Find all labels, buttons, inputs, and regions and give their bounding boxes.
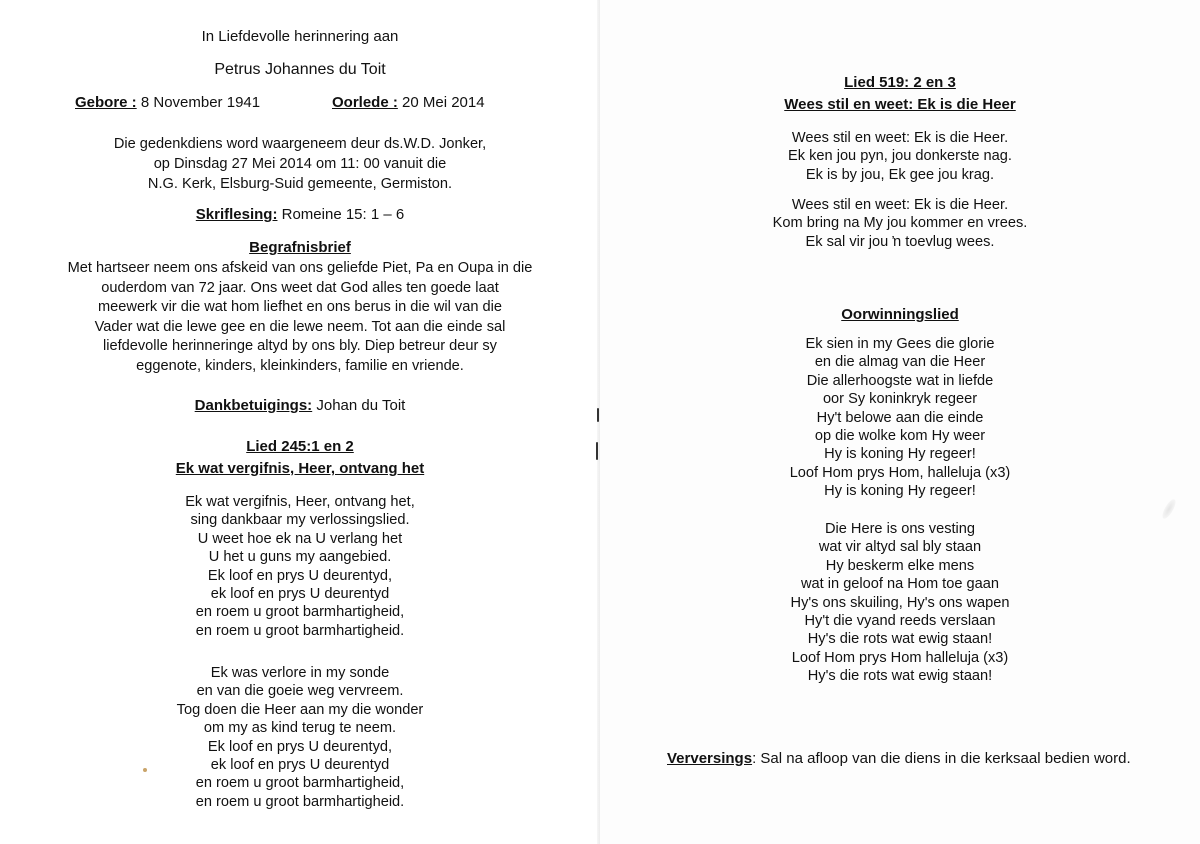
verse-line: Hy't die vyand reeds verslaan [804,613,996,630]
verse-line: Ek wat vergifnis, Heer, ontvang het, [185,494,415,510]
verse-line: U het u guns my aangebied. [208,549,392,566]
scripture-label: Skriflesing: [195,206,278,223]
fold-mark [597,408,599,422]
verse-line: Hy's die rots wat ewig staan! [807,668,993,685]
verse-line: Wees stil en weet: Ek is die Heer. [791,130,1009,146]
verse-line: en roem u groot barmhartigheid. [195,793,405,810]
verse-line: Wees stil en weet: Ek is die Heer. [791,197,1009,213]
died-date [332,94,485,112]
song-heading [600,306,1200,324]
verse-line: Loof Hom prys Hom halleluja (x3) [791,649,1009,666]
verse-line: Die allerhoogste wat in liefde [806,372,994,389]
verse-line: om my as kind terug te neem. [203,720,397,737]
hymn2-verse-1 [600,129,1200,184]
verse-line: Hy's die rots wat ewig staan! [807,631,993,648]
service-line: Die gedenkdiens word waargeneem deur ds.W.D. Jonker, [113,136,487,152]
verse-line: Hy't belowe aan die einde [816,409,984,426]
refreshments-note [667,750,1131,768]
paper-speck [143,768,147,772]
verse-line: Loof Hom prys Hom, halleluja (x3) [789,464,1011,481]
thanks-label: Dankbetuigings: [194,397,313,414]
letter-title: Begrafnisbrief [249,239,351,256]
song-title: Oorwinningslied [841,306,959,323]
refreshments-label: Verversings [667,750,753,767]
verse-line: en roem u groot barmhartigheid. [195,622,405,639]
verse-line: Hy's ons skuiling, Hy's ons wapen [790,594,1010,611]
verse-line: en roem u groot barmhartigheid, [195,604,405,621]
hymn1-verse-1 [0,493,600,640]
hymn1-title: Ek wat vergifnis, Heer, ontvang het [175,460,425,477]
died-value: 20 Mei 2014 [397,94,485,111]
funeral-letter [40,259,560,377]
song-verse-2 [600,520,1200,686]
hymn2-verse-2 [600,196,1200,251]
verse-line: en die almag van die Heer [814,354,986,371]
fold-mark [596,442,598,460]
acknowledgements [0,397,600,415]
scripture-reading [0,206,600,224]
verse-line: en roem u groot barmhartigheid, [195,775,405,792]
verse-line: wat vir altyd sal bly staan [818,539,982,556]
letter-line: liefdevolle herinneringe altyd by ons bly. Diep betreur deur sy [103,338,497,355]
hymn2-title: Wees stil en weet: Ek is die Heer [784,96,1016,113]
verse-line: Tog doen die Heer aan my die wonder [176,701,424,718]
letter-line: Vader wat die lewe gee en die lewe neem. Tot aan die einde sal [94,318,506,335]
scripture-value: Romeine 15: 1 – 6 [277,206,405,223]
verse-line: ek loof en prys U deurentyd [210,757,390,774]
hymn2-heading [600,74,1200,92]
hymn1-title-row [0,460,600,478]
letter-line: ouderdom van 72 jaar. Ons weet dat God alles ten goede laat [101,279,499,296]
song-verse-1 [600,335,1200,501]
verse-line: en van die goeie weg vervreem. [196,683,404,700]
deceased-name: Petrus Johannes du Toit [214,61,386,78]
service-line: N.G. Kerk, Elsburg-Suid gemeente, Germiston. [147,176,453,192]
service-line: op Dinsdag 27 Mei 2014 om 11: 00 vanuit die [153,156,447,172]
verse-line: Ek is by jou, Ek gee jou krag. [805,166,995,183]
verse-line: Ek sal vir jou ŉ toevlug wees. [805,233,995,250]
letter-line: eggenote, kinders, kleinkinders, familie en vriende. [136,357,464,374]
letter-line: Met hartseer neem ons afskeid van ons geliefde Piet, Pa en Oupa in die [67,260,533,276]
verse-line: Kom bring na My jou kommer en vrees. [772,215,1028,232]
died-label: Oorlede : [332,94,398,111]
hymn1-heading [0,438,600,456]
verse-line: oor Sy koninkryk regeer [822,391,978,408]
hymn2-number: Lied 519: 2 en 3 [844,74,956,91]
verse-line: Ek sien in my Gees die glorie [805,336,995,352]
verse-line: Hy is koning Hy regeer! [824,483,976,500]
verse-line: Die Here is ons vesting [824,521,976,537]
intro-line: In Liefdevolle herinnering aan [201,28,399,45]
refreshments-value: : Sal na afloop van die diens in die kerksaal bedien word. [752,750,1131,767]
verse-line: Hy is koning Hy regeer! [824,446,976,463]
verse-line: wat in geloof na Hom toe gaan [801,576,999,593]
service-details [60,134,540,194]
verse-line: op die wolke kom Hy weer [814,428,986,445]
hymn1-verse-2 [0,664,600,811]
verse-line: U weet hoe ek na U verlang het [197,530,403,547]
letter-line: meewerk vir die wat hom liefhet en ons berus in die wil van die [98,299,502,316]
hymn2-title-row [600,96,1200,114]
thanks-value: Johan du Toit [312,397,406,414]
right-page [600,0,1200,844]
verse-line: Ek was verlore in my sonde [210,665,390,681]
verse-line: Ek ken jou pyn, jou donkerste nag. [788,148,1012,165]
paper-smudge [1160,497,1178,520]
verse-line: Ek loof en prys U deurentyd, [207,738,393,755]
born-date [75,94,260,112]
verse-line: Hy beskerm elke mens [825,557,975,574]
verse-line: ek loof en prys U deurentyd [210,586,390,603]
born-label: Gebore : [75,94,137,111]
verse-line: Ek loof en prys U deurentyd, [207,567,393,584]
hymn1-number: Lied 245:1 en 2 [246,438,354,455]
letter-heading [0,239,600,257]
verse-line: sing dankbaar my verlossingslied. [190,512,410,529]
born-value: 8 November 1941 [136,94,261,111]
